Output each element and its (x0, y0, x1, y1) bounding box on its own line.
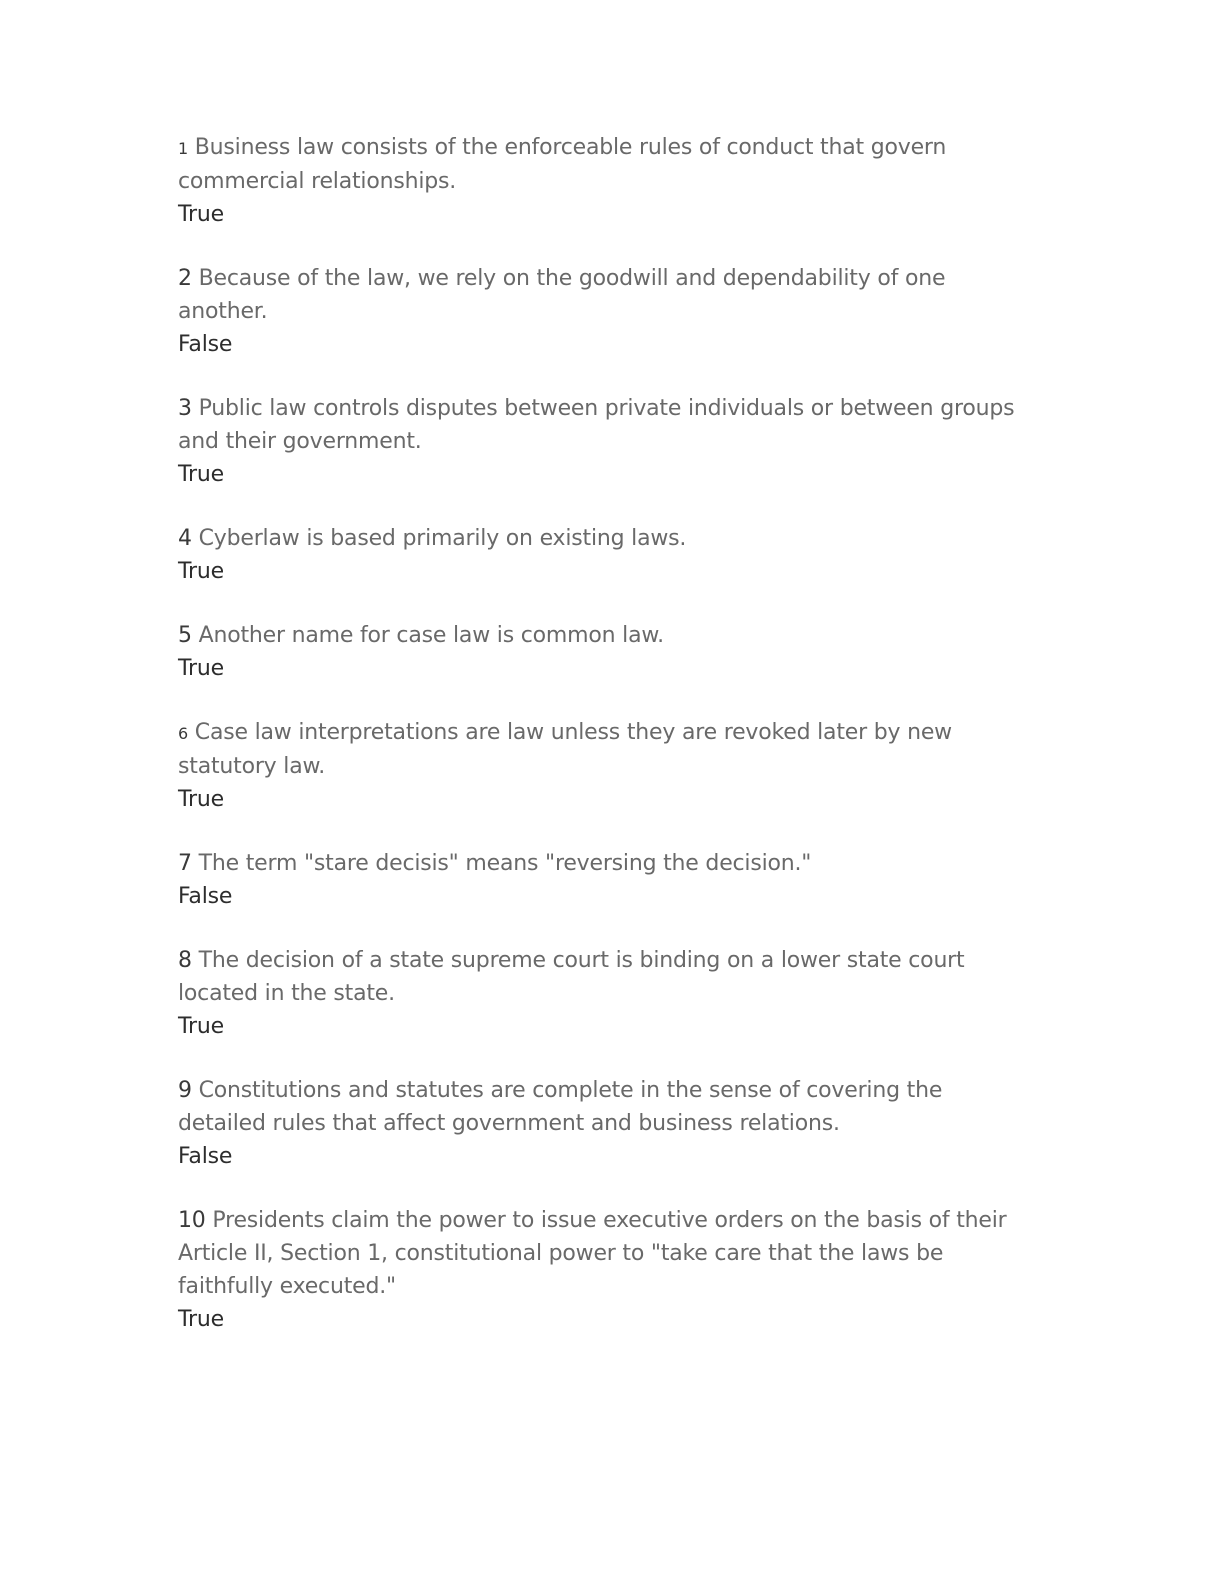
question-block (178, 392, 1034, 491)
answer-text: True (178, 462, 224, 487)
question-text (178, 131, 1034, 198)
question-body: Presidents claim the power to issue executive orders on the basis of their Article II, Section 1, constitutional power to "take care that the laws be faithfully executed." (178, 1208, 1007, 1299)
question-number: 2 (178, 266, 192, 291)
question-text (178, 522, 1034, 555)
answer-text: True (178, 202, 224, 227)
answer-text: False (178, 884, 233, 909)
question-block (178, 619, 1034, 685)
answer-text: True (178, 1307, 224, 1332)
question-body: Case law interpretations are law unless they are revoked later by new statutory law. (178, 720, 952, 779)
question-body: Constitutions and statutes are complete in the sense of covering the detailed rules that affect government and business relations. (178, 1078, 943, 1136)
question-body: Cyberlaw is based primarily on existing laws. (198, 526, 687, 551)
answer-text: True (178, 656, 224, 681)
question-body: The term "stare decisis" means "reversing the decision." (198, 851, 812, 876)
question-number: 6 (178, 724, 188, 743)
question-number: 10 (178, 1208, 206, 1233)
question-block (178, 944, 1034, 1043)
question-number: 8 (178, 948, 192, 973)
answer-text: True (178, 559, 224, 584)
question-text (178, 1074, 1034, 1140)
question-body: Public law controls disputes between private individuals or between groups and their government. (178, 396, 1015, 454)
question-body: Business law consists of the enforceable rules of conduct that govern commercial relationships. (178, 135, 947, 194)
question-text (178, 392, 1034, 458)
answer-text: True (178, 1014, 224, 1039)
answer-text: False (178, 1144, 233, 1169)
question-text (178, 847, 1034, 880)
question-body: Another name for case law is common law. (198, 623, 664, 648)
question-block (178, 716, 1034, 816)
question-block (178, 262, 1034, 361)
question-block (178, 1074, 1034, 1173)
question-text (178, 262, 1034, 328)
question-text (178, 716, 1034, 783)
question-list (178, 131, 1034, 1336)
question-number: 1 (178, 139, 188, 158)
question-number: 7 (178, 851, 192, 876)
question-number: 9 (178, 1078, 192, 1103)
question-block (178, 847, 1034, 913)
answer-text: True (178, 787, 224, 812)
question-text (178, 1204, 1034, 1303)
question-text (178, 619, 1034, 652)
question-text (178, 944, 1034, 1010)
answer-text: False (178, 332, 233, 357)
question-block (178, 131, 1034, 231)
question-body: Because of the law, we rely on the goodwill and dependability of one another. (178, 266, 946, 324)
question-block (178, 522, 1034, 588)
question-number: 4 (178, 526, 192, 551)
question-block (178, 1204, 1034, 1336)
question-body: The decision of a state supreme court is binding on a lower state court located in the state. (178, 948, 965, 1006)
question-number: 5 (178, 623, 192, 648)
question-number: 3 (178, 396, 192, 421)
